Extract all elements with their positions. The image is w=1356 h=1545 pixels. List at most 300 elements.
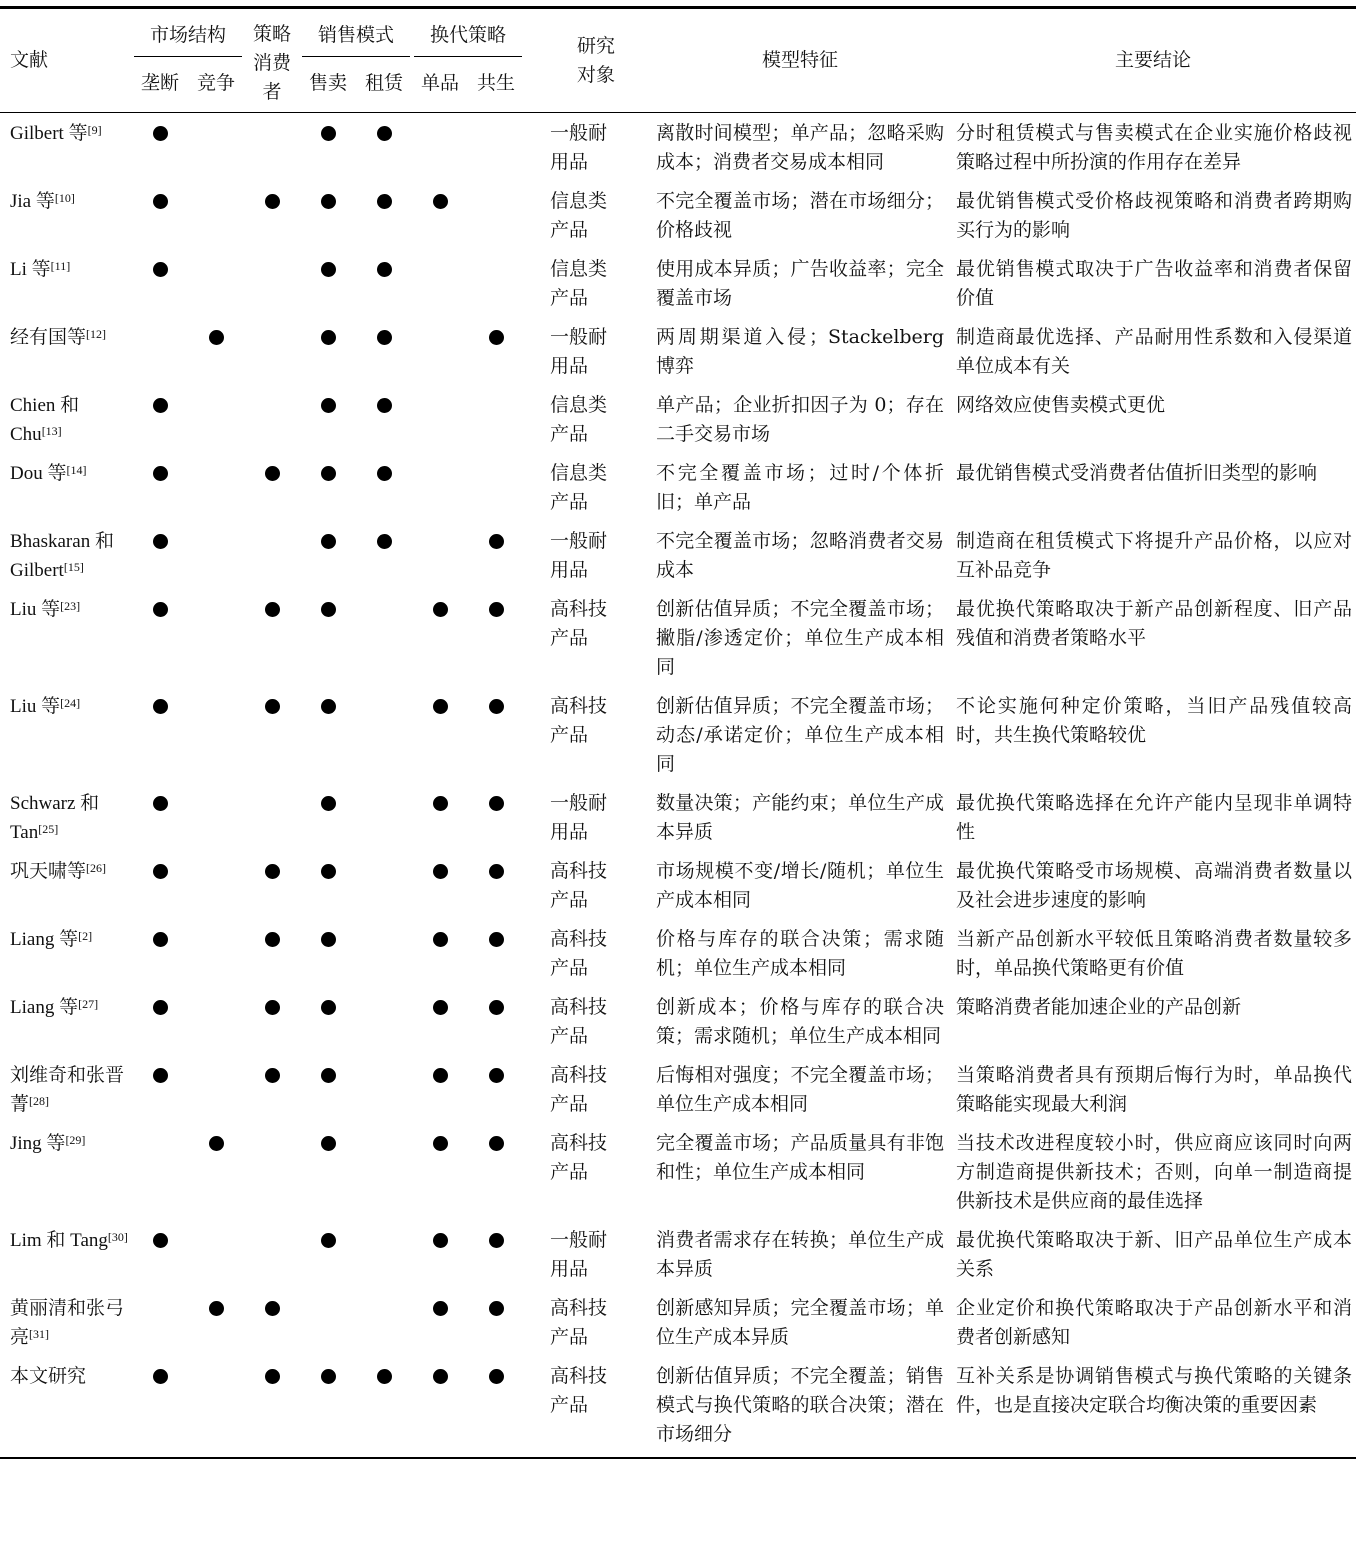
cell-monopoly	[132, 1055, 188, 1123]
filled-circle-icon	[321, 796, 336, 811]
table-row	[0, 1356, 1356, 1458]
cell-single	[412, 1288, 468, 1356]
filled-circle-icon	[321, 126, 336, 141]
reference-number: [31]	[29, 1327, 50, 1341]
cell-strategic-consumer	[244, 1123, 300, 1220]
cell-literature	[0, 181, 132, 249]
filled-circle-icon	[321, 932, 336, 947]
filled-circle-icon	[489, 932, 504, 947]
cell-competition	[188, 987, 244, 1055]
cell-sell	[300, 317, 356, 385]
cell-monopoly	[132, 987, 188, 1055]
cell-coexist	[468, 181, 524, 249]
cell-research-object: 信息类产品	[550, 462, 608, 513]
cell-main-conclusion: 最优换代策略受市场规模、高端消费者数量以及社会进步速度的影响	[956, 860, 1353, 911]
cell-competition	[188, 181, 244, 249]
cell-sell	[300, 113, 356, 182]
cell-sell	[300, 919, 356, 987]
filled-circle-icon	[209, 1301, 224, 1316]
cell-monopoly	[132, 783, 188, 851]
cell-strategic-consumer	[244, 453, 300, 521]
cell-competition	[188, 521, 244, 589]
header-main-conclusions: 主要结论	[950, 8, 1356, 113]
cell-competition	[188, 385, 244, 453]
header-strategic-consumer: 策略消费者	[244, 8, 300, 113]
cell-research-object: 信息类产品	[550, 258, 608, 309]
cell-literature	[0, 1123, 132, 1220]
table-row	[0, 521, 1356, 589]
cell-coexist	[468, 1123, 524, 1220]
table-row	[0, 249, 1356, 317]
filled-circle-icon	[321, 1233, 336, 1248]
cell-single	[412, 249, 468, 317]
reference-number: [29]	[65, 1133, 86, 1147]
filled-circle-icon	[265, 932, 280, 947]
cell-model-features: 使用成本异质；广告收益率；完全覆盖市场	[656, 258, 945, 309]
cell-model-features: 价格与库存的联合决策；需求随机；单位生产成本相同	[656, 928, 945, 979]
cell-gap	[524, 181, 542, 249]
cell-strategic-consumer	[244, 317, 300, 385]
cell-model-features: 单产品；企业折扣因子为 0；存在二手交易市场	[656, 394, 945, 445]
cell-single	[412, 181, 468, 249]
cell-lease	[356, 113, 412, 182]
cell-strategic-consumer	[244, 686, 300, 783]
cell-gap	[524, 249, 542, 317]
cell-literature	[0, 1220, 132, 1288]
cell-research-object: 高科技产品	[550, 695, 608, 746]
cell-gap	[524, 385, 542, 453]
table-row	[0, 589, 1356, 686]
cell-lease	[356, 181, 412, 249]
cell-literature	[0, 1288, 132, 1356]
cell-model-features: 离散时间模型；单产品；忽略采购成本；消费者交易成本相同	[656, 122, 945, 173]
filled-circle-icon	[489, 1136, 504, 1151]
cell-lease	[356, 783, 412, 851]
cell-lease	[356, 385, 412, 453]
filled-circle-icon	[377, 194, 392, 209]
cell-gap	[524, 1220, 542, 1288]
cell-main-conclusion: 制造商在租赁模式下将提升产品价格，以应对互补品竞争	[956, 530, 1353, 581]
cell-sell	[300, 521, 356, 589]
cell-literature	[0, 113, 132, 182]
header-market-structure: 市场结构	[132, 8, 244, 62]
cell-monopoly	[132, 521, 188, 589]
cell-literature	[0, 249, 132, 317]
cell-main-conclusion: 制造商最优选择、产品耐用性系数和入侵渠道单位成本有关	[956, 326, 1353, 377]
cell-gap	[524, 113, 542, 182]
cell-lease	[356, 589, 412, 686]
cell-single	[412, 686, 468, 783]
cell-strategic-consumer	[244, 987, 300, 1055]
header-lease: 租赁	[356, 61, 412, 113]
cell-main-conclusion: 最优销售模式受价格歧视策略和消费者跨期购买行为的影响	[956, 190, 1353, 241]
cell-research-object: 一般耐用品	[550, 1229, 608, 1280]
cell-research-object: 高科技产品	[550, 996, 608, 1047]
cell-coexist	[468, 1220, 524, 1288]
cell-coexist	[468, 249, 524, 317]
filled-circle-icon	[153, 126, 168, 141]
reference-number: [12]	[86, 327, 107, 341]
cell-model-features: 创新估值异质；不完全覆盖；销售模式与换代策略的联合决策；潜在市场细分	[650, 1356, 950, 1458]
filled-circle-icon	[153, 466, 168, 481]
cell-sell	[300, 385, 356, 453]
cell-main-conclusion: 网络效应使售卖模式更优	[956, 394, 1166, 416]
cell-coexist	[468, 521, 524, 589]
cell-main-conclusion: 最优换代策略选择在允许产能内呈现非单调特性	[956, 792, 1353, 843]
filled-circle-icon	[209, 1136, 224, 1151]
filled-circle-icon	[489, 1301, 504, 1316]
filled-circle-icon	[489, 796, 504, 811]
filled-circle-icon	[265, 1369, 280, 1384]
cell-coexist	[468, 919, 524, 987]
header-research-object: 研究对象	[542, 8, 650, 113]
header-replacement-strategy: 换代策略	[412, 8, 524, 62]
filled-circle-icon	[489, 602, 504, 617]
cell-sell	[300, 1288, 356, 1356]
cell-gap	[524, 1123, 542, 1220]
cell-monopoly	[132, 1288, 188, 1356]
cell-strategic-consumer	[244, 1288, 300, 1356]
table-row	[0, 987, 1356, 1055]
table-row	[0, 1123, 1356, 1220]
filled-circle-icon	[433, 1301, 448, 1316]
filled-circle-icon	[433, 699, 448, 714]
cell-lease	[356, 1123, 412, 1220]
cell-single	[412, 113, 468, 182]
cell-competition	[188, 1123, 244, 1220]
filled-circle-icon	[433, 932, 448, 947]
cell-gap	[524, 686, 542, 783]
cell-single	[412, 521, 468, 589]
filled-circle-icon	[321, 1000, 336, 1015]
reference-number: [10]	[54, 191, 75, 205]
cell-competition	[188, 919, 244, 987]
table-row	[0, 919, 1356, 987]
cell-gap	[524, 1055, 542, 1123]
table-row	[0, 1220, 1356, 1288]
reference-number: [2]	[78, 929, 93, 943]
cell-model-features: 数量决策；产能约束；单位生产成本异质	[656, 792, 945, 843]
filled-circle-icon	[433, 796, 448, 811]
cell-lease	[356, 851, 412, 919]
cell-monopoly	[132, 113, 188, 182]
header-single: 单品	[412, 61, 468, 113]
filled-circle-icon	[377, 126, 392, 141]
cell-single	[412, 783, 468, 851]
reference-number: [14]	[66, 463, 87, 477]
cell-strategic-consumer	[244, 589, 300, 686]
literature-name: 本文研究	[10, 1366, 87, 1387]
cell-monopoly	[132, 851, 188, 919]
filled-circle-icon	[321, 398, 336, 413]
cell-coexist	[468, 385, 524, 453]
filled-circle-icon	[489, 1000, 504, 1015]
cell-gap	[524, 453, 542, 521]
literature-name: 黄丽清和张弓亮	[10, 1298, 125, 1348]
cell-coexist	[468, 589, 524, 686]
table-row	[0, 686, 1356, 783]
cell-coexist	[468, 1288, 524, 1356]
cell-research-object: 高科技产品	[542, 1356, 650, 1458]
cell-single	[412, 1356, 468, 1458]
cell-competition	[188, 113, 244, 182]
filled-circle-icon	[265, 194, 280, 209]
cell-research-object: 一般耐用品	[550, 122, 608, 173]
cell-monopoly	[132, 181, 188, 249]
reference-number: [9]	[87, 123, 102, 137]
cell-sell	[300, 1356, 356, 1458]
header-gap	[524, 8, 542, 113]
cell-strategic-consumer	[244, 113, 300, 182]
cell-coexist	[468, 1356, 524, 1458]
filled-circle-icon	[265, 699, 280, 714]
cell-competition	[188, 1220, 244, 1288]
cell-sell	[300, 987, 356, 1055]
cell-competition	[188, 851, 244, 919]
cell-literature	[0, 1356, 132, 1458]
filled-circle-icon	[321, 534, 336, 549]
cell-competition	[188, 1055, 244, 1123]
cell-sell	[300, 249, 356, 317]
cell-lease	[356, 1220, 412, 1288]
cell-main-conclusion: 不论实施何种定价策略，当旧产品残值较高时，共生换代策略较优	[956, 695, 1353, 746]
filled-circle-icon	[153, 1369, 168, 1384]
cell-sell	[300, 686, 356, 783]
cell-sell	[300, 589, 356, 686]
cell-strategic-consumer	[244, 249, 300, 317]
literature-name: Liang 等	[10, 997, 79, 1018]
filled-circle-icon	[153, 398, 168, 413]
cell-gap	[524, 851, 542, 919]
cell-competition	[188, 783, 244, 851]
filled-circle-icon	[489, 864, 504, 879]
filled-circle-icon	[321, 262, 336, 277]
literature-comparison-table	[0, 6, 1356, 1459]
cell-literature	[0, 919, 132, 987]
cell-monopoly	[132, 317, 188, 385]
cell-competition	[188, 589, 244, 686]
cell-gap	[524, 521, 542, 589]
cell-coexist	[468, 686, 524, 783]
table-row	[0, 783, 1356, 851]
filled-circle-icon	[153, 1233, 168, 1248]
cell-main-conclusion: 最优换代策略取决于新产品创新程度、旧产品残值和消费者策略水平	[956, 598, 1353, 649]
reference-number: [27]	[78, 997, 99, 1011]
cell-literature	[0, 987, 132, 1055]
table-row	[0, 385, 1356, 453]
cell-research-object: 高科技产品	[550, 860, 608, 911]
filled-circle-icon	[153, 932, 168, 947]
reference-number: [30]	[107, 1230, 128, 1244]
cell-research-object: 高科技产品	[550, 928, 608, 979]
cell-single	[412, 385, 468, 453]
literature-name: Liu 等	[10, 599, 61, 620]
cell-single	[412, 1220, 468, 1288]
table-row	[0, 453, 1356, 521]
literature-name: Gilbert 等	[10, 123, 88, 144]
cell-single	[412, 1055, 468, 1123]
reference-number: [25]	[38, 822, 59, 836]
header-literature: 文献	[0, 8, 132, 113]
filled-circle-icon	[153, 262, 168, 277]
cell-single	[412, 987, 468, 1055]
filled-circle-icon	[153, 1068, 168, 1083]
filled-circle-icon	[433, 1136, 448, 1151]
reference-number: [24]	[60, 696, 81, 710]
reference-number: [13]	[41, 424, 62, 438]
cell-research-object: 高科技产品	[550, 1297, 608, 1348]
literature-name: Liang 等	[10, 929, 79, 950]
cell-monopoly	[132, 453, 188, 521]
table-row	[0, 181, 1356, 249]
cell-literature	[0, 521, 132, 589]
cell-research-object: 信息类产品	[550, 394, 608, 445]
cell-main-conclusion: 企业定价和换代策略取决于产品创新水平和消费者创新感知	[956, 1297, 1353, 1348]
cell-research-object: 高科技产品	[550, 1132, 608, 1183]
filled-circle-icon	[153, 1000, 168, 1015]
reference-number: [15]	[63, 560, 84, 574]
cell-main-conclusion: 最优换代策略取决于新、旧产品单位生产成本关系	[956, 1229, 1353, 1280]
cell-strategic-consumer	[244, 1055, 300, 1123]
cell-literature	[0, 851, 132, 919]
filled-circle-icon	[265, 1068, 280, 1083]
cell-model-features: 不完全覆盖市场；过时/个体折旧；单产品	[656, 462, 945, 513]
reference-number: [23]	[60, 599, 81, 613]
filled-circle-icon	[377, 534, 392, 549]
header-coexist: 共生	[468, 61, 524, 113]
cell-main-conclusion: 最优销售模式受消费者估值折旧类型的影响	[956, 462, 1318, 484]
reference-number: [11]	[50, 259, 71, 273]
literature-name: Jing 等	[10, 1133, 66, 1154]
filled-circle-icon	[489, 330, 504, 345]
table-row	[0, 113, 1356, 182]
header-competition: 竞争	[188, 61, 244, 113]
cell-main-conclusion: 最优销售模式取决于广告收益率和消费者保留价值	[956, 258, 1353, 309]
filled-circle-icon	[377, 330, 392, 345]
cell-monopoly	[132, 919, 188, 987]
cell-sell	[300, 1220, 356, 1288]
cell-lease	[356, 686, 412, 783]
cell-gap	[524, 919, 542, 987]
filled-circle-icon	[377, 1369, 392, 1384]
filled-circle-icon	[489, 534, 504, 549]
filled-circle-icon	[321, 466, 336, 481]
cell-model-features: 后悔相对强度；不完全覆盖市场；单位生产成本相同	[656, 1064, 945, 1115]
cell-literature	[0, 686, 132, 783]
cell-lease	[356, 1055, 412, 1123]
cell-model-features: 不完全覆盖市场；潜在市场细分；价格歧视	[656, 190, 945, 241]
cell-model-features: 创新感知异质；完全覆盖市场；单位生产成本异质	[656, 1297, 945, 1348]
cell-lease	[356, 453, 412, 521]
filled-circle-icon	[153, 602, 168, 617]
filled-circle-icon	[321, 864, 336, 879]
filled-circle-icon	[433, 864, 448, 879]
cell-literature	[0, 385, 132, 453]
filled-circle-icon	[433, 1233, 448, 1248]
filled-circle-icon	[153, 534, 168, 549]
cell-lease	[356, 987, 412, 1055]
cell-strategic-consumer	[244, 919, 300, 987]
cell-sell	[300, 1123, 356, 1220]
cell-main-conclusion: 当策略消费者具有预期后悔行为时，单品换代策略能实现最大利润	[956, 1064, 1353, 1115]
filled-circle-icon	[489, 1233, 504, 1248]
filled-circle-icon	[489, 1068, 504, 1083]
literature-name: Chien 和 Chu	[10, 395, 80, 445]
cell-lease	[356, 1356, 412, 1458]
literature-name: Lim 和 Tang	[10, 1230, 108, 1251]
cell-coexist	[468, 113, 524, 182]
filled-circle-icon	[153, 194, 168, 209]
literature-name: Bhaskaran 和 Gilbert	[10, 531, 114, 581]
cell-competition	[188, 317, 244, 385]
cell-sell	[300, 181, 356, 249]
cell-strategic-consumer	[244, 1220, 300, 1288]
filled-circle-icon	[377, 262, 392, 277]
cell-coexist	[468, 851, 524, 919]
table-body	[0, 113, 1356, 1459]
cell-main-conclusion: 策略消费者能加速企业的产品创新	[956, 996, 1242, 1018]
literature-name: Dou 等	[10, 463, 67, 484]
table-row	[0, 317, 1356, 385]
cell-research-object: 信息类产品	[550, 190, 608, 241]
filled-circle-icon	[377, 398, 392, 413]
cell-lease	[356, 919, 412, 987]
cell-main-conclusion: 当新产品创新水平较低且策略消费者数量较多时，单品换代策略更有价值	[956, 928, 1353, 979]
cell-strategic-consumer	[244, 1356, 300, 1458]
literature-name: Liu 等	[10, 696, 61, 717]
cell-gap	[524, 1288, 542, 1356]
cell-model-features: 消费者需求存在转换；单位生产成本异质	[656, 1229, 945, 1280]
cell-model-features: 创新估值异质；不完全覆盖市场；动态/承诺定价；单位生产成本相同	[656, 695, 945, 775]
cell-single	[412, 1123, 468, 1220]
cell-sell	[300, 453, 356, 521]
literature-name: Jia 等	[10, 191, 55, 212]
cell-single	[412, 453, 468, 521]
cell-gap	[524, 1356, 542, 1458]
cell-coexist	[468, 1055, 524, 1123]
cell-literature	[0, 1055, 132, 1123]
literature-name: 刘维奇和张晋菁	[10, 1065, 125, 1115]
cell-monopoly	[132, 686, 188, 783]
cell-single	[412, 589, 468, 686]
filled-circle-icon	[433, 1068, 448, 1083]
cell-gap	[524, 783, 542, 851]
cell-coexist	[468, 317, 524, 385]
filled-circle-icon	[321, 194, 336, 209]
filled-circle-icon	[433, 602, 448, 617]
cell-monopoly	[132, 249, 188, 317]
filled-circle-icon	[265, 466, 280, 481]
cell-strategic-consumer	[244, 181, 300, 249]
cell-gap	[524, 987, 542, 1055]
cell-lease	[356, 249, 412, 317]
cell-main-conclusion: 当技术改进程度较小时，供应商应该同时向两方制造商提供新技术；否则，向单一制造商提供新技术是供应商的最佳选择	[956, 1132, 1353, 1212]
filled-circle-icon	[265, 864, 280, 879]
filled-circle-icon	[489, 1369, 504, 1384]
table-row	[0, 1055, 1356, 1123]
cell-coexist	[468, 987, 524, 1055]
cell-literature	[0, 589, 132, 686]
cell-gap	[524, 589, 542, 686]
header-sell: 售卖	[300, 61, 356, 113]
cell-strategic-consumer	[244, 521, 300, 589]
cell-research-object: 高科技产品	[550, 598, 608, 649]
cell-model-features: 不完全覆盖市场；忽略消费者交易成本	[656, 530, 945, 581]
filled-circle-icon	[433, 1000, 448, 1015]
cell-competition	[188, 249, 244, 317]
filled-circle-icon	[153, 796, 168, 811]
header-model-features: 模型特征	[650, 8, 950, 113]
